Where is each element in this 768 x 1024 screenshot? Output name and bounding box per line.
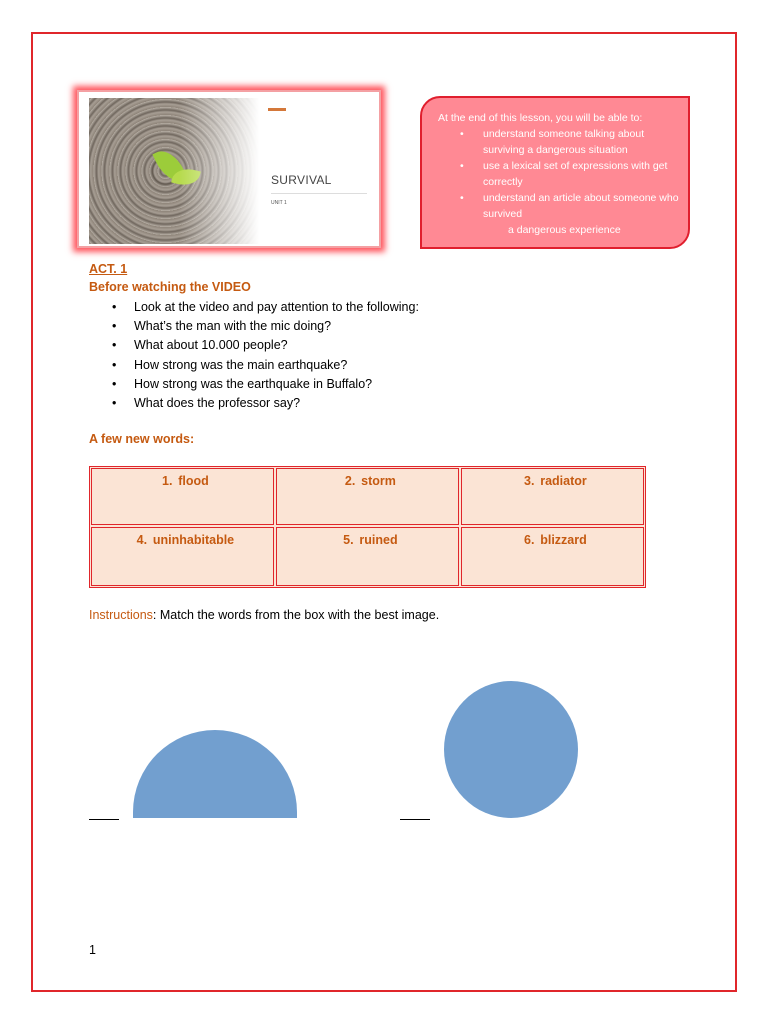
objective-continuation: a dangerous experience (508, 224, 621, 236)
page-number: 1 (89, 943, 96, 957)
slide-accent-bar (268, 108, 286, 111)
activity-label: ACT. 1 (89, 262, 128, 276)
objectives-list (438, 126, 680, 222)
vocabulary-table (89, 466, 646, 588)
slide-title: SURVIVAL (271, 173, 332, 187)
word-cell: 2. storm (276, 468, 459, 525)
word-cell: 3. radiator (461, 468, 644, 525)
sprout-leaf (152, 145, 187, 187)
circle-image (444, 681, 578, 818)
tree-stump-image (89, 98, 259, 244)
question-item: • What’s the man with the mic doing? (112, 317, 419, 336)
objectives-intro: At the end of this lesson, you will be able to: (438, 112, 643, 124)
instructions (89, 608, 439, 622)
question-item: • Look at the video and pay attention to the following: (112, 298, 419, 317)
word-cell: 5. ruined (276, 527, 459, 586)
question-item: • What about 10.000 people? (112, 336, 419, 355)
activity-heading: Before watching the VIDEO (89, 280, 251, 294)
objective-item: • understand an article about someone who survived (438, 190, 680, 222)
instructions-text: : Match the words from the box with the best image. (152, 608, 440, 622)
slide-divider (271, 193, 367, 194)
answer-blank[interactable] (400, 819, 430, 820)
answer-blank[interactable] (89, 819, 119, 820)
objective-item: • understand someone talking about surviving a dangerous situation (438, 126, 680, 158)
objective-item: • use a lexical set of expressions with get correctly (438, 158, 680, 190)
slide-thumbnail (77, 90, 381, 248)
instructions-label: Instructions (89, 608, 153, 622)
slide-subtitle: UNIT 1 (271, 200, 287, 206)
vocabulary-heading: A few new words: (89, 432, 195, 446)
word-cell: 6. blizzard (461, 527, 644, 586)
objectives-callout (420, 96, 690, 249)
question-item: • How strong was the main earthquake? (112, 356, 419, 375)
question-item: • How strong was the earthquake in Buffalo? (112, 375, 419, 394)
question-item: • What does the professor say? (112, 394, 419, 413)
question-list (112, 298, 419, 413)
word-cell: 1. flood (91, 468, 274, 525)
word-cell: 4. uninhabitable (91, 527, 274, 586)
